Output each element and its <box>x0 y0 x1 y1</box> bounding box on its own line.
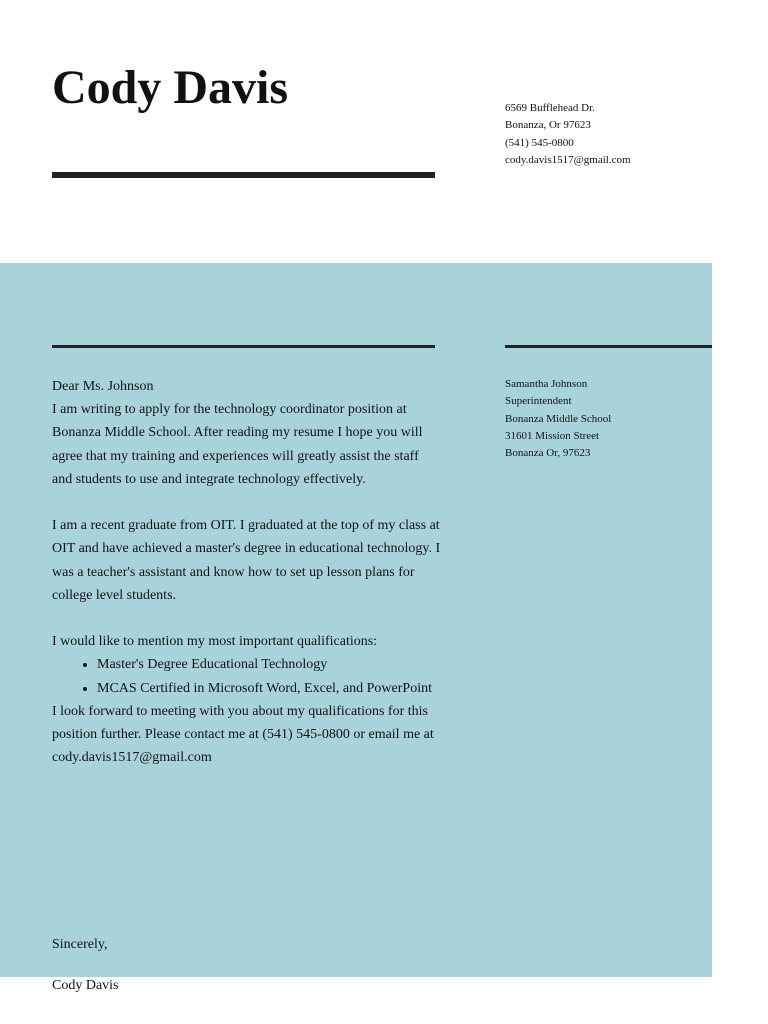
letter-body <box>52 375 442 769</box>
recipient-title: Superintendent <box>505 395 572 408</box>
body-divider <box>52 345 435 348</box>
list-item: • MCAS Certified in Microsoft Word, Excel, and PowerPoint <box>97 677 442 700</box>
recipient-city: Bonanza Or, 97623 <box>505 447 591 460</box>
recipient-organization: Bonanza Middle School <box>505 412 612 425</box>
sender-street: 6569 Bufflehead Dr. <box>505 102 595 114</box>
sender-address-block <box>505 100 755 169</box>
paragraph-education: I am a recent graduate from OIT. I graduated at the top of my class at OIT and have achieved a master's degree in educational technology. I was a teacher's assistant and know how to set up lesson plans for college level students. <box>52 518 441 603</box>
recipient-name: Samantha Johnson <box>505 378 588 390</box>
header-divider <box>52 172 435 178</box>
paragraph-closing: I look forward to meeting with you about my qualifications for this position further. Please contact me at (541) 545-0800 or email me at cody.davis1517@gmail.com <box>52 703 434 766</box>
sender-city: Bonanza, Or 97623 <box>505 119 591 132</box>
qualifications-list <box>52 653 442 699</box>
qualifications-intro: I would like to mention my most important qualifications: <box>52 634 378 650</box>
signature: Cody Davis <box>52 978 119 993</box>
recipient-address-block <box>505 376 705 462</box>
recipient-divider <box>505 345 712 348</box>
greeting: Dear Ms. Johnson <box>52 379 154 394</box>
closing: Sincerely, <box>52 937 108 952</box>
sender-name: Cody Davis <box>52 61 289 114</box>
sender-email: cody.davis1517@gmail.com <box>505 153 631 166</box>
recipient-street: 31601 Mission Street <box>505 429 600 442</box>
paragraph-intro: I am writing to apply for the technology coordinator position at Bonanza Middle School. After reading my resume I hope you will agree that my training and experiences will greatly assist the staff and students to use and integrate technology effectively. <box>52 402 423 487</box>
sender-phone: (541) 545-0800 <box>505 136 574 149</box>
list-item: • Master's Degree Educational Technology <box>97 653 442 676</box>
